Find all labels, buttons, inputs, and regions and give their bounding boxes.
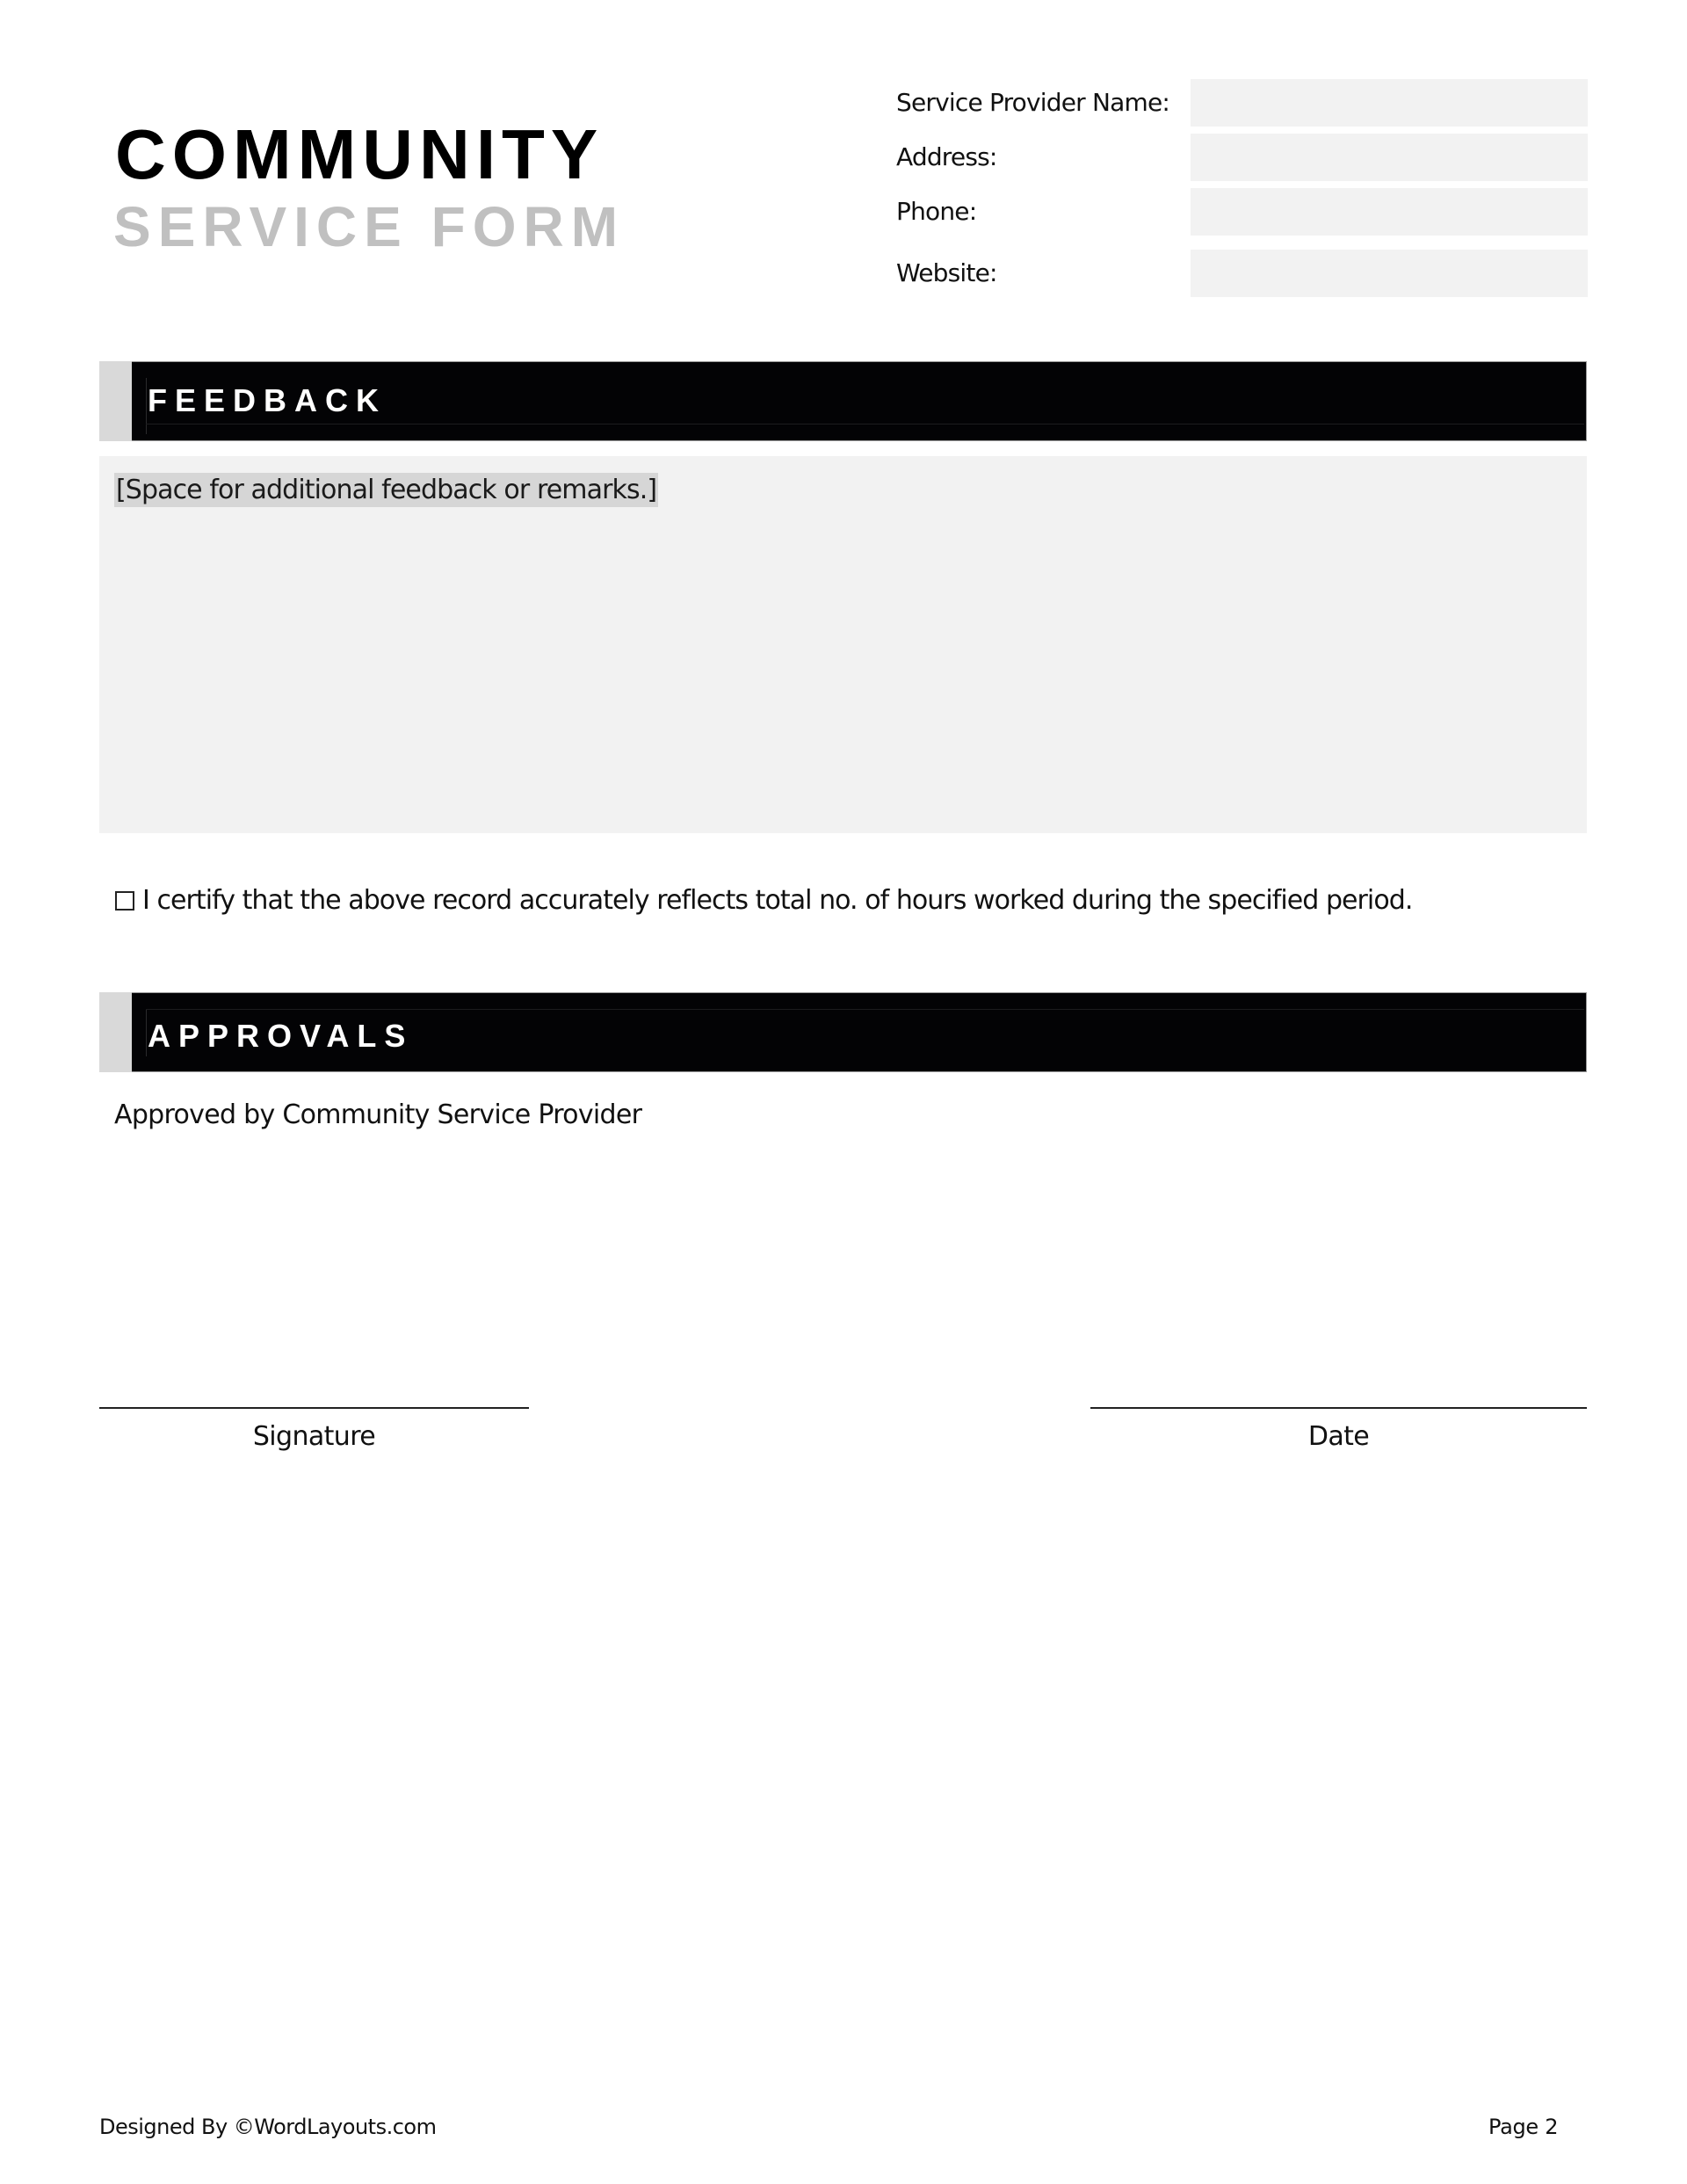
section-accent [99, 361, 132, 441]
section-bar [132, 992, 1587, 1072]
approved-by-text: Approved by Community Service Provider [114, 1099, 642, 1130]
website-label: Website: [896, 258, 997, 287]
section-bar [132, 361, 1587, 441]
divider [146, 1009, 1584, 1010]
provider-name-field[interactable] [1191, 79, 1588, 127]
form-subtitle: SERVICE FORM [113, 195, 625, 258]
signature-label: Signature [252, 1421, 376, 1452]
address-label: Address: [896, 142, 997, 171]
website-field[interactable] [1191, 250, 1588, 297]
feedback-textarea[interactable] [99, 456, 1587, 833]
divider [146, 378, 147, 434]
section-accent [99, 992, 132, 1072]
provider-name-label: Service Provider Name: [896, 88, 1170, 117]
feedback-placeholder: [Space for additional feedback or remarks.] [116, 475, 657, 505]
approvals-section-title: APPROVALS [148, 1018, 414, 1054]
date-label: Date [1307, 1421, 1370, 1452]
form-title: COMMUNITY [115, 115, 605, 193]
footer-credit: Designed By ©WordLayouts.com [99, 2115, 437, 2139]
certify-checkbox[interactable] [115, 891, 134, 911]
date-line[interactable] [1090, 1407, 1587, 1409]
phone-field[interactable] [1191, 188, 1588, 236]
certify-text: I certify that the above record accurately reflects total no. of hours worked during the specified period. [142, 885, 1413, 916]
phone-label: Phone: [896, 197, 977, 226]
signature-line[interactable] [99, 1407, 529, 1409]
certify-row [115, 885, 1413, 916]
page-number: Page 2 [1488, 2115, 1559, 2139]
address-field[interactable] [1191, 134, 1588, 181]
divider [146, 1009, 147, 1056]
feedback-section-title: FEEDBACK [148, 382, 387, 418]
